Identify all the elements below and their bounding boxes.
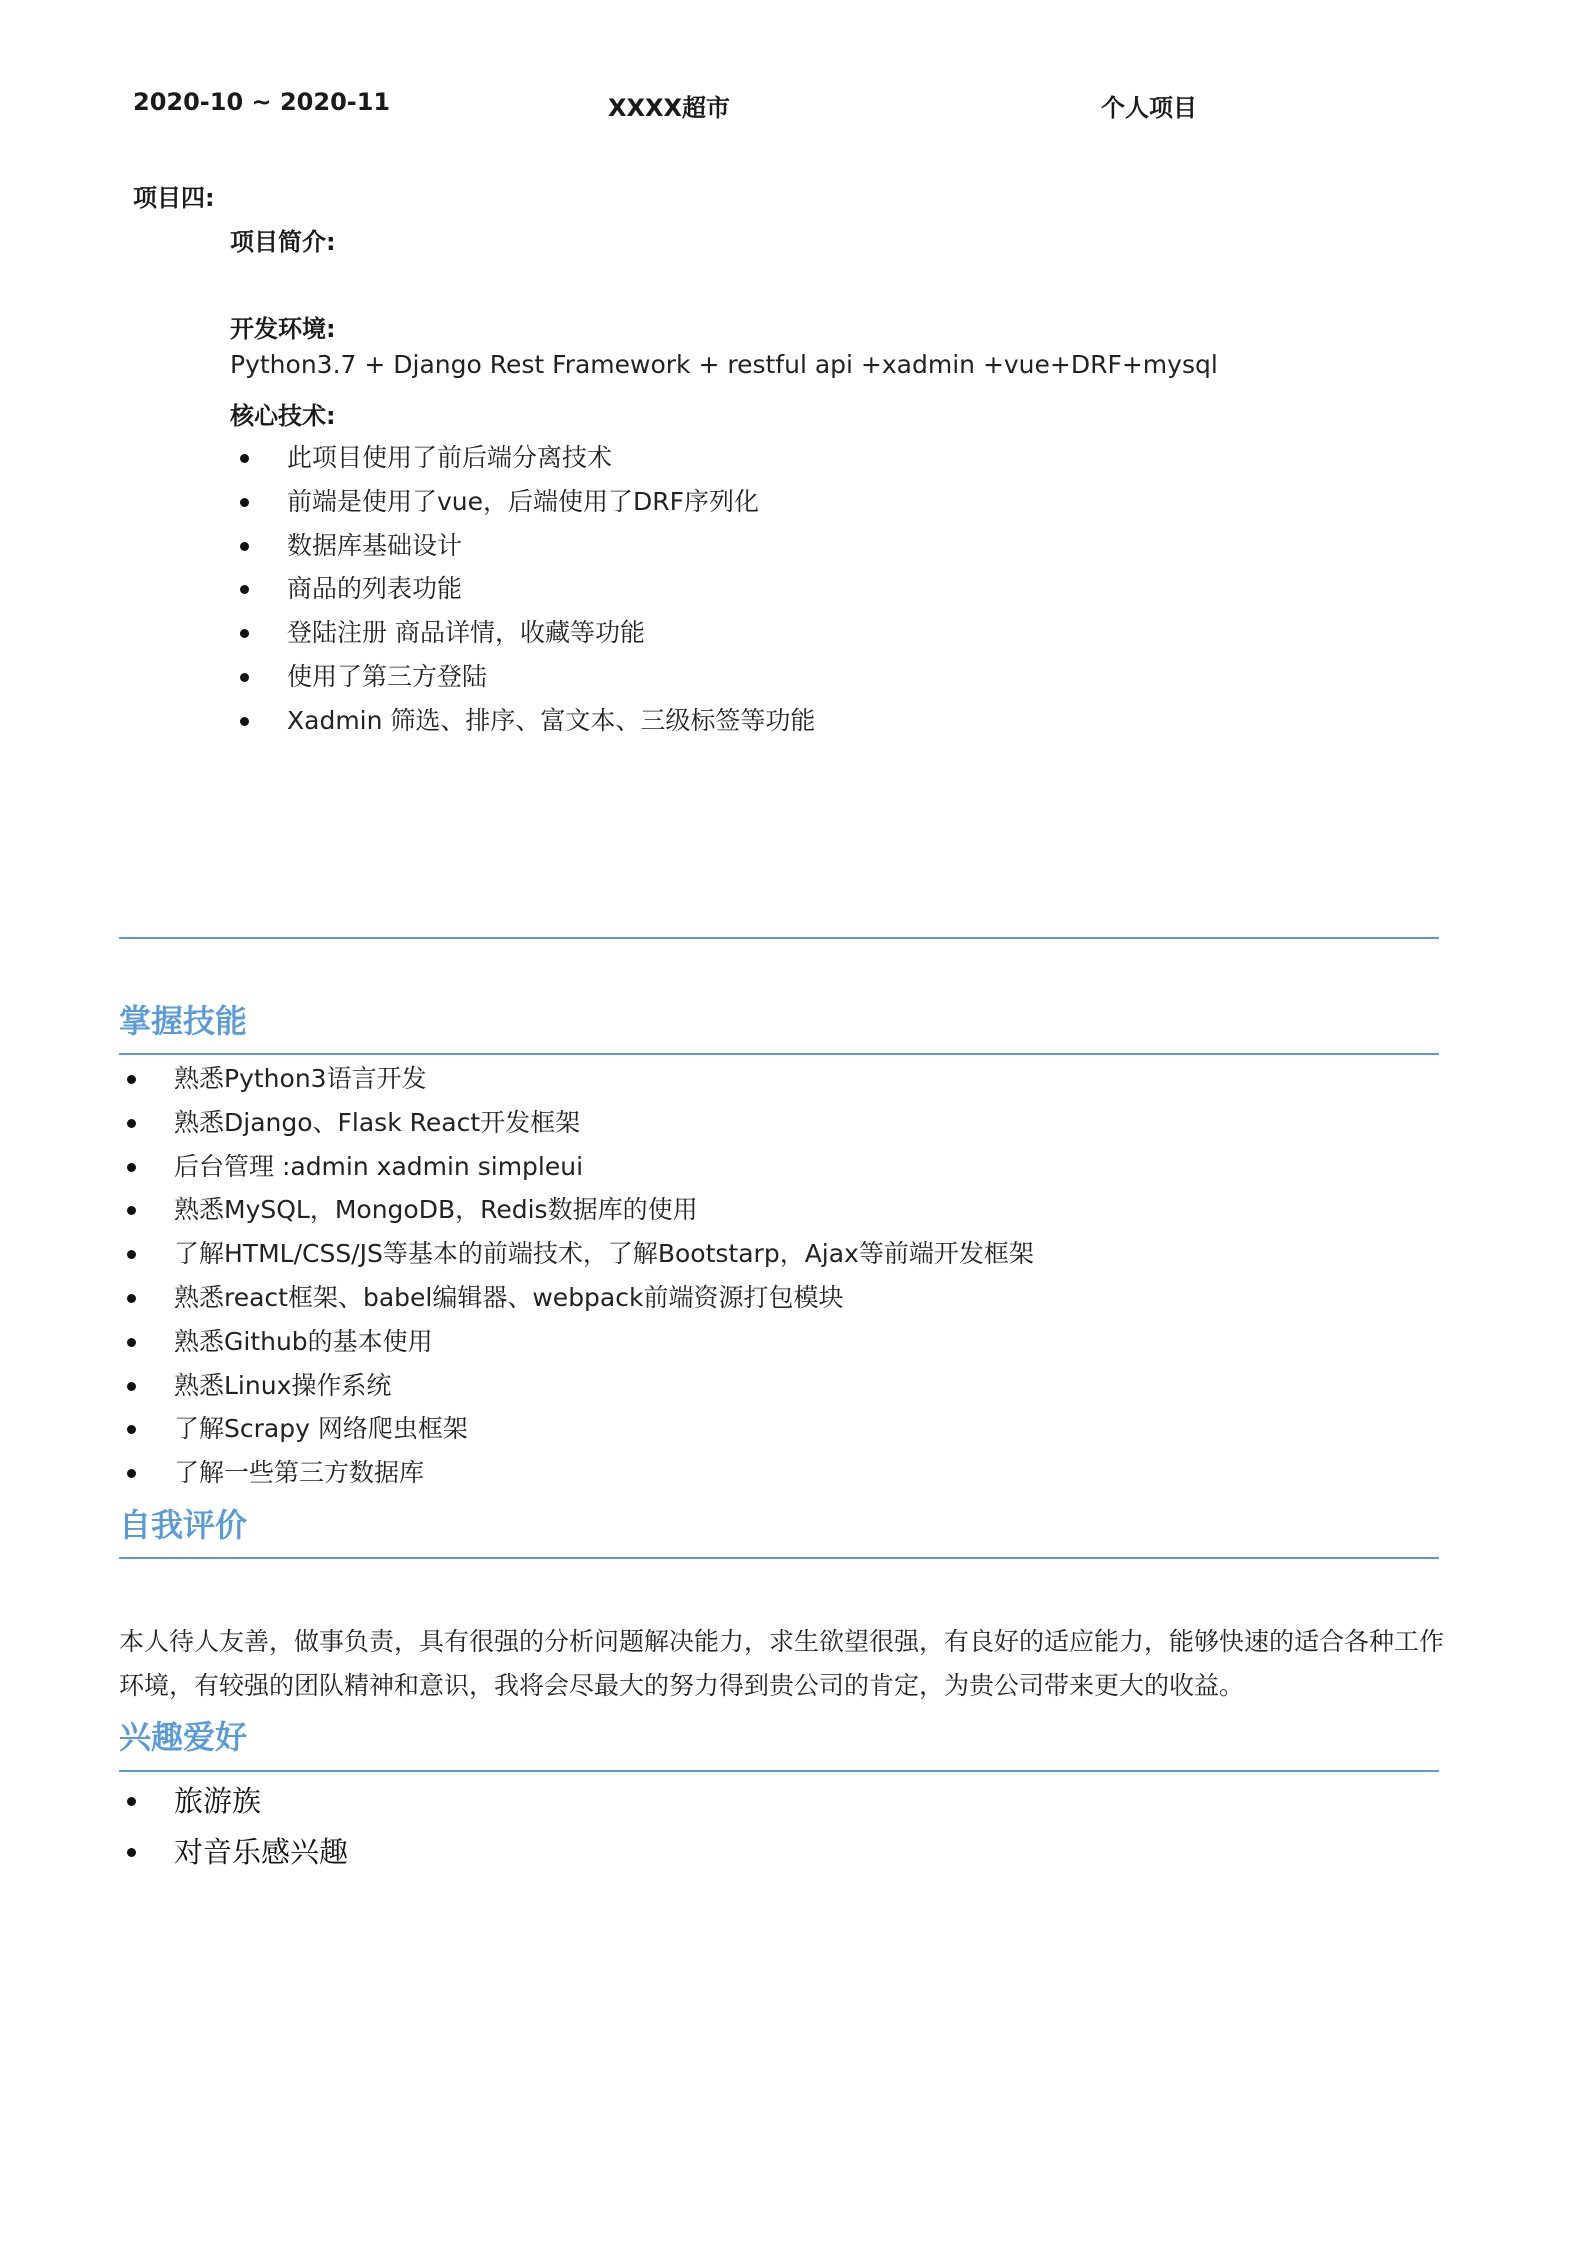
skills-heading: 掌握技能	[119, 1002, 248, 1040]
hobbies-heading: 兴趣爱好	[119, 1718, 248, 1756]
list-item: 后台管理 :admin xadmin simpleui	[119, 1145, 1034, 1189]
list-item: 数据库基础设计	[230, 524, 815, 568]
list-item: 前端是使用了vue，后端使用了DRF序列化	[230, 480, 815, 524]
bullet-icon	[240, 629, 249, 638]
bullet-icon	[127, 1848, 136, 1857]
section-divider	[119, 1557, 1439, 1559]
section-divider	[119, 1770, 1439, 1772]
list-item: 了解Scrapy 网络爬虫框架	[119, 1407, 1034, 1451]
bullet-icon	[240, 673, 249, 682]
bullet-icon	[240, 498, 249, 507]
bullet-icon	[240, 542, 249, 551]
list-item: 对音乐感兴趣	[119, 1827, 348, 1878]
list-item: 使用了第三方登陆	[230, 655, 815, 699]
list-item: 熟悉Python3语言开发	[119, 1057, 1034, 1101]
list-item: 了解HTML/CSS/JS等基本的前端技术，了解Bootstarp，Ajax等前端开发框架	[119, 1232, 1034, 1276]
list-item: 熟悉Github的基本使用	[119, 1320, 1034, 1364]
bullet-icon	[127, 1075, 136, 1084]
project-title: 项目四:	[133, 184, 215, 212]
bullet-icon	[127, 1382, 136, 1391]
bullet-icon	[240, 585, 249, 594]
section-divider	[119, 937, 1439, 939]
list-item: Xadmin 筛选、排序、富文本、三级标签等功能	[230, 699, 815, 743]
list-item: 了解一些第三方数据库	[119, 1451, 1034, 1495]
bullet-icon	[127, 1797, 136, 1806]
bullet-icon	[127, 1206, 136, 1215]
self-eval-heading: 自我评价	[119, 1506, 248, 1544]
bullet-icon	[240, 717, 249, 726]
list-item: 商品的列表功能	[230, 567, 815, 611]
list-item: 旅游族	[119, 1776, 348, 1827]
section-divider	[119, 1053, 1439, 1055]
list-item: 此项目使用了前后端分离技术	[230, 436, 815, 480]
bullet-icon	[127, 1425, 136, 1434]
list-item: 登陆注册 商品详情，收藏等功能	[230, 611, 815, 655]
skills-list	[119, 1057, 1034, 1495]
bullet-icon	[127, 1469, 136, 1478]
bullet-icon	[127, 1163, 136, 1172]
project-intro-label: 项目简介:	[230, 228, 336, 256]
hobbies-list	[119, 1776, 348, 1878]
bullet-icon	[127, 1250, 136, 1259]
list-item: 熟悉MySQL，MongoDB，Redis数据库的使用	[119, 1188, 1034, 1232]
list-item: 熟悉Linux操作系统	[119, 1364, 1034, 1408]
project-header-row	[0, 88, 1586, 124]
dev-env-text: Python3.7 + Django Rest Framework + restful api +xadmin +vue+DRF+mysql	[230, 350, 1218, 379]
self-eval-text: 本人待人友善，做事负责，具有很强的分析问题解决能力，求生欲望很强，有良好的适应能力，能够快速的适合各种工作环境，有较强的团队精神和意识，我将会尽最大的努力得到贵公司的肯定，为贵公司带来更大的收益。	[119, 1627, 1445, 1700]
bullet-icon	[127, 1338, 136, 1347]
project-type: 个人项目	[1101, 94, 1197, 122]
project-period: 2020-10 ~ 2020-11	[133, 88, 391, 116]
list-item: 熟悉Django、Flask React开发框架	[119, 1101, 1034, 1145]
project-company: XXXX超市	[608, 94, 731, 122]
core-tech-label: 核心技术:	[230, 402, 336, 430]
bullet-icon	[240, 454, 249, 463]
core-tech-list	[230, 436, 815, 743]
dev-env-label: 开发环境:	[230, 315, 336, 343]
list-item: 熟悉react框架、babel编辑器、webpack前端资源打包模块	[119, 1276, 1034, 1320]
bullet-icon	[127, 1294, 136, 1303]
bullet-icon	[127, 1119, 136, 1128]
